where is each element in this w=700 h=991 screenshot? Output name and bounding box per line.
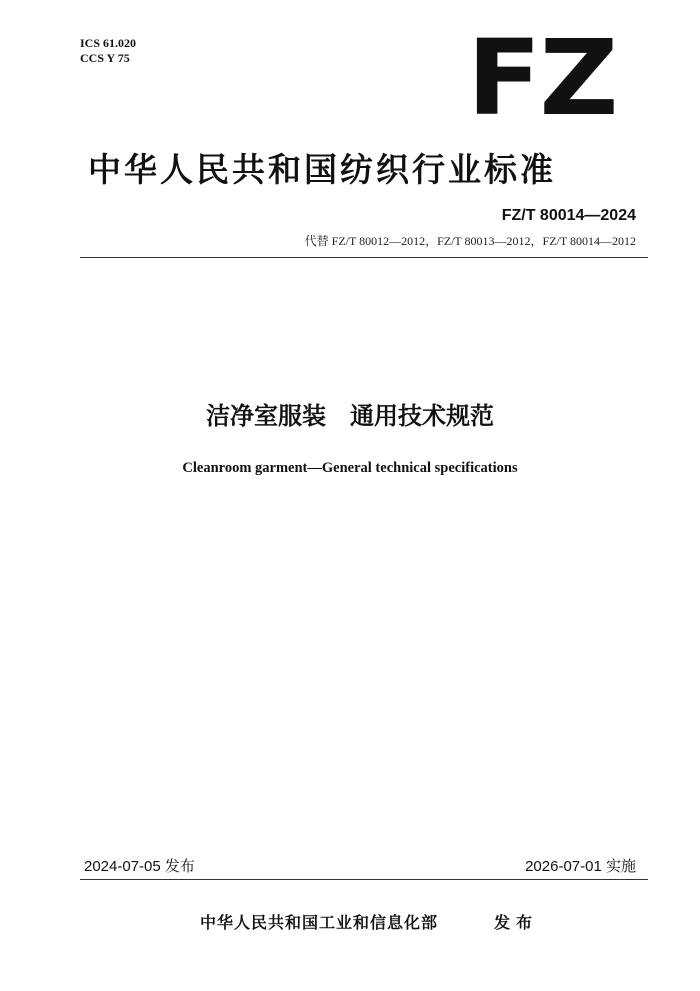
document-title-en: Cleanroom garment—General technical specifications	[182, 460, 518, 476]
organization-title: 中华人民共和国纺织行业标准	[88, 150, 556, 189]
document-title-cn: 洁净室服装 通用技术规范	[206, 402, 494, 430]
classification-codes	[80, 36, 136, 66]
ics-code: ICS 61.020	[80, 36, 137, 50]
standard-number: FZ/T 80014—2024	[501, 207, 636, 224]
ccs-code: CCS Y 75	[80, 51, 130, 65]
fz-logo: FZ	[466, 17, 616, 139]
bottom-divider	[80, 879, 648, 880]
issue-action: 发布	[494, 913, 539, 932]
issuing-authority: 中华人民共和国工业和信息化部	[200, 913, 439, 932]
issue-date: 2024-07-05 发布	[84, 858, 195, 875]
replaces-standards: 代替 FZ/T 80012—2012，FZ/T 80013—2012，FZ/T 80014—2012	[304, 234, 636, 248]
top-divider	[80, 257, 648, 258]
implementation-date: 2026-07-01 实施	[525, 858, 636, 875]
